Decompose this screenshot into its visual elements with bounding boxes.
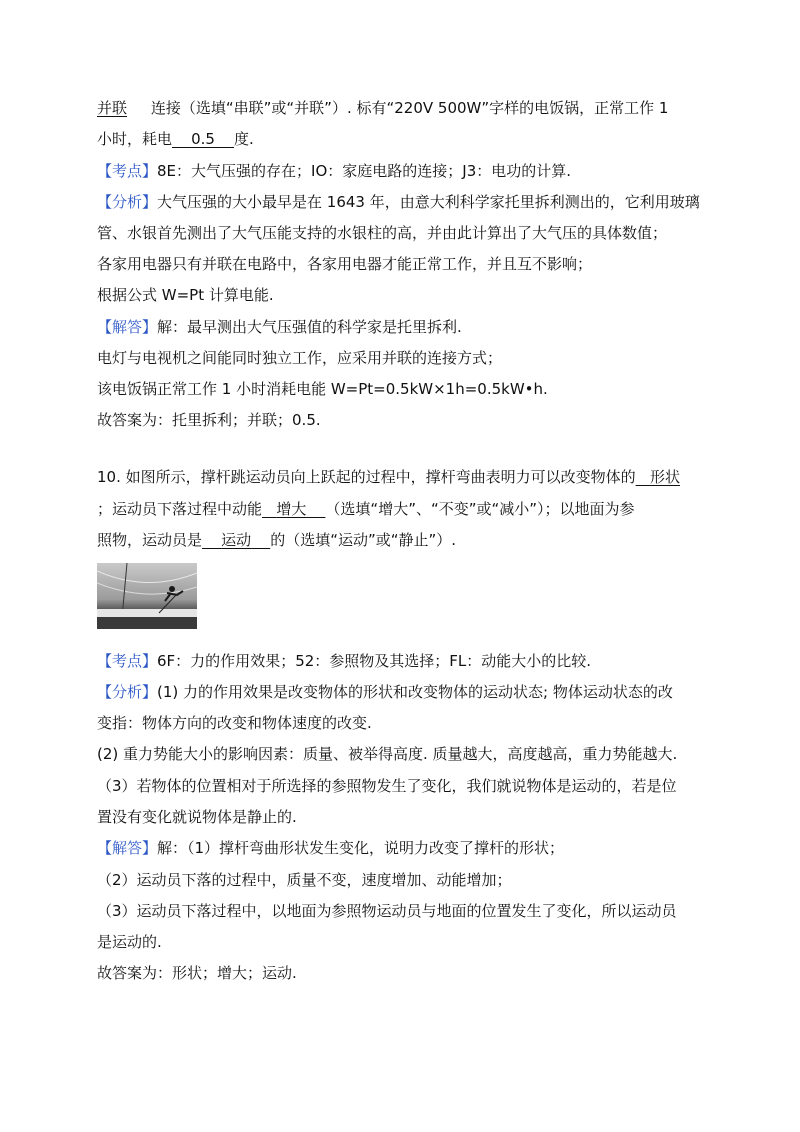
text-line: 根据公式 W=Pt 计算电能. bbox=[97, 286, 274, 304]
blank-value: 0.5 bbox=[191, 130, 215, 148]
blank-value: 形状 bbox=[649, 468, 680, 486]
answer-line-1 bbox=[97, 98, 668, 118]
text-line: (2) 重力势能大小的影响因素：质量、被举得高度. 质量越大，高度越高，重力势能越大. bbox=[97, 745, 678, 763]
fill-blank bbox=[262, 500, 325, 518]
question-10-line-3 bbox=[97, 530, 456, 550]
text: 照物，运动员是 bbox=[97, 531, 203, 549]
text: 8E：大气压强的存在；IO：家庭电路的连接；J3：电功的计算. bbox=[157, 162, 572, 180]
question-10-line-2 bbox=[97, 499, 635, 519]
text: 度. bbox=[234, 130, 254, 148]
text-line: （3）若物体的位置相对于所选择的参照物发生了变化，我们就说物体是运动的，若是位 bbox=[97, 777, 677, 795]
text-line: （3）运动员下落过程中，以地面为参照物运动员与地面的位置发生了变化，所以运动员 bbox=[97, 902, 677, 920]
fill-blank bbox=[172, 130, 234, 148]
text: 小时，耗电 bbox=[97, 130, 173, 148]
blank-value: 增大 bbox=[276, 500, 307, 518]
section-tag: 【解答】 bbox=[97, 839, 158, 857]
text-line: 故答案为：形状；增大；运动. bbox=[97, 964, 297, 982]
text: 6F：力的作用效果；52：参照物及其选择；FL：动能大小的比较. bbox=[157, 652, 592, 670]
text: 10. 如图所示，撑杆跳运动员向上跃起的过程中，撑杆弯曲表明力可以改变物体的 bbox=[97, 468, 636, 486]
blank-value: 运动 bbox=[221, 531, 252, 549]
text: 解：（1）撑杆弯曲形状发生变化，说明力改变了撑杆的形状； bbox=[157, 839, 565, 857]
section-tag: 【考点】 bbox=[97, 652, 158, 670]
section-tag: 【分析】 bbox=[97, 683, 158, 701]
text: 大气压强的大小最早是在 1643 年，由意大利科学家托里拆利测出的，它利用玻璃 bbox=[157, 193, 700, 211]
pole-vault-photo bbox=[97, 563, 197, 629]
text-line: 置没有变化就说物体是静止的. bbox=[97, 808, 297, 826]
section-tag: 【分析】 bbox=[97, 193, 158, 211]
text: （选填“增大”、“不变”或“减小”）；以地面为参 bbox=[325, 500, 635, 518]
text-line: 变指：物体方向的改变和物体速度的改变. bbox=[97, 714, 372, 732]
jieda-line bbox=[97, 317, 462, 337]
section-tag: 【解答】 bbox=[97, 318, 158, 336]
text: 连接（选填“串联”或“并联”）. 标有“220V 500W”字样的电饭锅，正常工作 1 bbox=[150, 99, 669, 117]
text: (1) 力的作用效果是改变物体的形状和改变物体的运动状态; 物体运动状态的改 bbox=[157, 683, 673, 701]
text: 解：最早测出大气压强值的科学家是托里拆利. bbox=[157, 318, 462, 336]
section-tag: 【考点】 bbox=[97, 162, 158, 180]
text-line: 电灯与电视机之间能同时独立工作，应采用并联的连接方式； bbox=[97, 349, 503, 367]
fill-blank bbox=[202, 531, 270, 549]
fill-blank bbox=[636, 468, 680, 486]
kaodian-line bbox=[97, 161, 571, 181]
pole-vault-illustration bbox=[97, 563, 197, 629]
text-line: 是运动的. bbox=[97, 933, 162, 951]
question-10-line-1 bbox=[97, 467, 680, 487]
fenxi-line bbox=[97, 192, 700, 212]
answer-line-2 bbox=[97, 129, 254, 149]
text-line: 各家用电器只有并联在电路中，各家用电器才能正常工作，并且互不影响； bbox=[97, 255, 593, 273]
jieda-line bbox=[97, 838, 564, 858]
text-line: 故答案为：托里拆利；并联；0.5. bbox=[97, 411, 321, 429]
fenxi-line bbox=[97, 682, 673, 702]
fill-blank: 并联 bbox=[97, 99, 128, 117]
text-line: 该电饭锅正常工作 1 小时消耗电能 W=Pt=0.5kW×1h=0.5kW•h. bbox=[97, 380, 548, 398]
text-line: （2）运动员下落的过程中，质量不变，速度增加、动能增加； bbox=[97, 871, 512, 889]
text: 的（选填“运动”或“静止”）. bbox=[270, 531, 457, 549]
kaodian-line bbox=[97, 651, 591, 671]
text: ；运动员下落过程中动能 bbox=[97, 500, 263, 518]
text-line: 管、水银首先测出了大气压能支持的水银柱的高，并由此计算出了大气压的具体数值； bbox=[97, 224, 668, 242]
